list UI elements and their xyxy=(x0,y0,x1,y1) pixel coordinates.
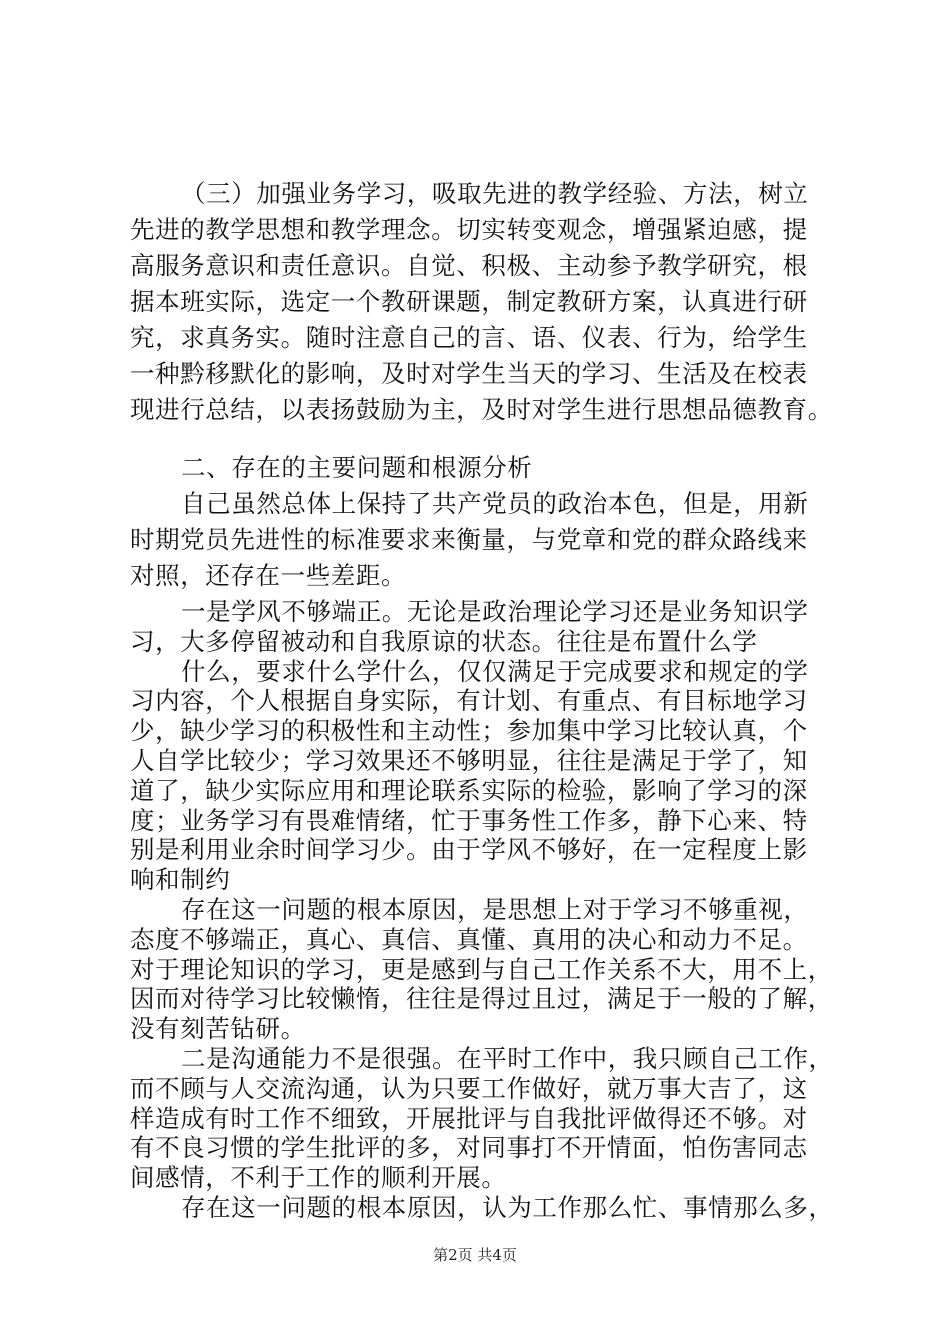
text-line: （三）加强业务学习，吸取先进的教学经验、方法，树立 xyxy=(181,179,809,208)
text-line: 高服务意识和责任意识。自觉、积极、主动参予教学研究，根 xyxy=(130,251,808,280)
text-line: 度；业务学习有畏难情绪，忙于事务性工作多，静下心来、特 xyxy=(130,806,808,835)
text-line: 道了，缺少实际应用和理论联系实际的检验，影响了学习的深 xyxy=(130,776,808,805)
text-line: 样造成有时工作不细致，开展批评与自我批评做得还不够。对 xyxy=(130,1104,808,1133)
text-line: 因而对待学习比较懒惰，往往是得过且过，满足于一般的了解， xyxy=(130,984,833,1013)
text-line: 而不顾与人交流沟通，认为只要工作做好，就万事大吉了，这 xyxy=(130,1074,808,1103)
text-line: 习内容，个人根据自身实际，有计划、有重点、有目标地学习 xyxy=(130,686,808,715)
text-line: 别是利用业余时间学习少。由于学风不够好，在一定程度上影 xyxy=(130,835,808,864)
text-line: 先进的教学思想和教学理念。切实转变观念，增强紧迫感，提 xyxy=(130,215,808,244)
text-line: 响和制约 xyxy=(130,865,231,894)
text-line: 二是沟通能力不是很强。在平时工作中，我只顾自己工作， xyxy=(181,1044,834,1073)
text-line: 什么，要求什么学什么，仅仅满足于完成要求和规定的学 xyxy=(181,657,809,686)
text-line: 一是学风不够端正。无论是政治理论学习还是业务知识学 xyxy=(181,597,809,626)
section-heading: 二、存在的主要问题和根源分析 xyxy=(181,453,533,482)
text-line: 现进行总结，以表扬鼓励为主，及时对学生进行思想品德教育。 xyxy=(130,395,833,424)
text-line: 存在这一问题的根本原因，认为工作那么忙、事情那么多， xyxy=(181,1193,834,1222)
text-line: 态度不够端正，真心、真信、真懂、真用的决心和动力不足。 xyxy=(130,925,808,954)
text-line: 时期党员先进性的标准要求来衡量，与党章和党的群众路线来 xyxy=(130,525,808,554)
text-line: 对照，还存在一些差距。 xyxy=(130,561,407,590)
text-line: 存在这一问题的根本原因，是思想上对于学习不够重视， xyxy=(181,895,809,924)
text-line: 人自学比较少；学习效果还不够明显，往往是满足于学了，知 xyxy=(130,746,808,775)
text-line: 有不良习惯的学生批评的多，对同事打不开情面，怕伤害同志 xyxy=(130,1133,808,1162)
page-number: 第2页 共4页 xyxy=(433,1246,517,1264)
text-line: 据本班实际，选定一个教研课题，制定教研方案，认真进行研 xyxy=(130,287,808,316)
text-line: 少，缺少学习的积极性和主动性；参加集中学习比较认真，个 xyxy=(130,716,808,745)
text-line: 对于理论知识的学习，更是感到与自己工作关系不大，用不上， xyxy=(130,955,833,984)
text-line: 没有刻苦钻研。 xyxy=(130,1014,306,1043)
text-line: 自己虽然总体上保持了共产党员的政治本色，但是，用新 xyxy=(181,489,809,518)
text-line: 究，求真务实。随时注意自己的言、语、仪表、行为，给学生 xyxy=(130,323,808,352)
text-line: 间感情，不利于工作的顺利开展。 xyxy=(130,1163,507,1192)
text-line: 一种黔移默化的影响，及时对学生当天的学习、生活及在校表 xyxy=(130,359,808,388)
text-line: 习，大多停留被动和自我原谅的状态。往往是布置什么学 xyxy=(130,627,758,656)
